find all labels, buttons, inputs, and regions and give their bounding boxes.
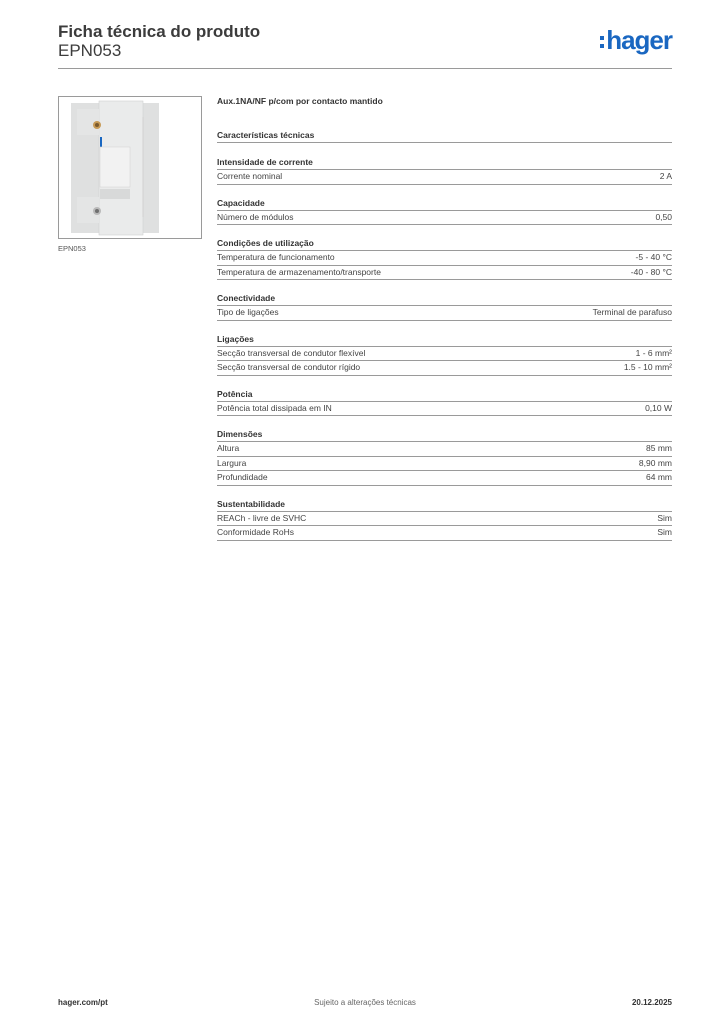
spec-row-value: -40 - 80 °C xyxy=(630,266,672,277)
spec-row-label: Altura xyxy=(217,443,240,453)
product-reference: EPN053 xyxy=(58,41,122,60)
spec-row-value: 0,50 xyxy=(655,211,672,222)
spec-row-label: Profundidade xyxy=(217,472,268,482)
spec-group xyxy=(217,387,672,417)
spec-row xyxy=(217,526,672,541)
spec-row-value: Terminal de parafuso xyxy=(592,307,672,317)
spec-row xyxy=(217,266,672,281)
spec-row-value: 0,10 W xyxy=(645,402,672,413)
spec-group-title: Dimensões xyxy=(217,427,672,442)
spec-group-title: Ligações xyxy=(217,332,672,347)
spec-group-title: Conectividade xyxy=(217,291,672,306)
page-header xyxy=(58,20,672,70)
spec-row xyxy=(217,457,672,472)
spec-row-value: 2 A xyxy=(659,171,672,181)
spec-row-value: -5 - 40 °C xyxy=(635,252,672,262)
spec-section xyxy=(217,94,672,552)
spec-group xyxy=(217,332,672,376)
page-title: Ficha técnica do produto xyxy=(58,22,261,41)
spec-group xyxy=(217,236,672,280)
footer-website: hager.com/pt xyxy=(58,998,108,1007)
product-image-frame xyxy=(58,96,202,239)
spec-row-label: Largura xyxy=(217,457,247,468)
spec-row-label: Secção transversal de condutor rígido xyxy=(217,362,361,372)
spec-row xyxy=(217,512,672,527)
spec-row-label: Tipo de ligações xyxy=(217,307,279,317)
spec-row-value: 64 mm xyxy=(646,472,672,482)
spec-row xyxy=(217,402,672,417)
spec-group xyxy=(217,497,672,541)
spec-group xyxy=(217,427,672,486)
spec-row-label: Potência total dissipada em IN xyxy=(217,402,332,413)
product-image-caption: EPN053 xyxy=(58,244,86,253)
spec-row-value: 1.5 - 10 mm² xyxy=(623,362,672,372)
spec-groups xyxy=(217,155,672,541)
spec-row xyxy=(217,471,672,486)
spec-group-title: Capacidade xyxy=(217,196,672,211)
spec-row-value: Sim xyxy=(657,512,672,523)
spec-group xyxy=(217,291,672,321)
spec-group-title: Sustentabilidade xyxy=(217,497,672,512)
footer-date: 20.12.2025 xyxy=(631,998,672,1007)
spec-row-value: Sim xyxy=(657,527,672,537)
header-divider xyxy=(58,68,672,69)
product-image xyxy=(59,97,201,238)
spec-row-label: REACh - livre de SVHC xyxy=(217,512,307,523)
spec-group-title: Condições de utilização xyxy=(217,236,672,251)
spec-row-label: Temperatura de armazenamento/transporte xyxy=(217,266,381,277)
spec-group xyxy=(217,155,672,185)
spec-row-label: Temperatura de funcionamento xyxy=(217,252,335,262)
spec-row-value: 8,90 mm xyxy=(638,457,672,468)
spec-row xyxy=(217,442,672,457)
brand-logo xyxy=(600,26,672,54)
logo-text: hager xyxy=(606,25,672,55)
spec-row-label: Conformidade RoHs xyxy=(217,527,295,537)
logo-dots-icon xyxy=(600,36,604,48)
spec-row xyxy=(217,306,672,321)
spec-row-label: Número de módulos xyxy=(217,211,294,222)
spec-row xyxy=(217,211,672,226)
spec-row xyxy=(217,170,672,185)
spec-group xyxy=(217,196,672,226)
spec-row-value: 1 - 6 mm² xyxy=(635,347,672,358)
spec-row-label: Secção transversal de condutor flexível xyxy=(217,347,366,358)
spec-group-title: Potência xyxy=(217,387,672,402)
spec-row xyxy=(217,361,672,376)
spec-row-value: 85 mm xyxy=(646,443,672,453)
spec-group-title: Intensidade de corrente xyxy=(217,155,672,170)
spec-row-label: Corrente nominal xyxy=(217,171,283,181)
spec-heading: Características técnicas xyxy=(217,128,672,143)
footer-notice: Sujeito a alterações técnicas xyxy=(314,998,416,1007)
spec-row xyxy=(217,347,672,362)
product-description: Aux.1NA/NF p/com por contacto mantido xyxy=(217,96,383,106)
spec-row xyxy=(217,251,672,266)
